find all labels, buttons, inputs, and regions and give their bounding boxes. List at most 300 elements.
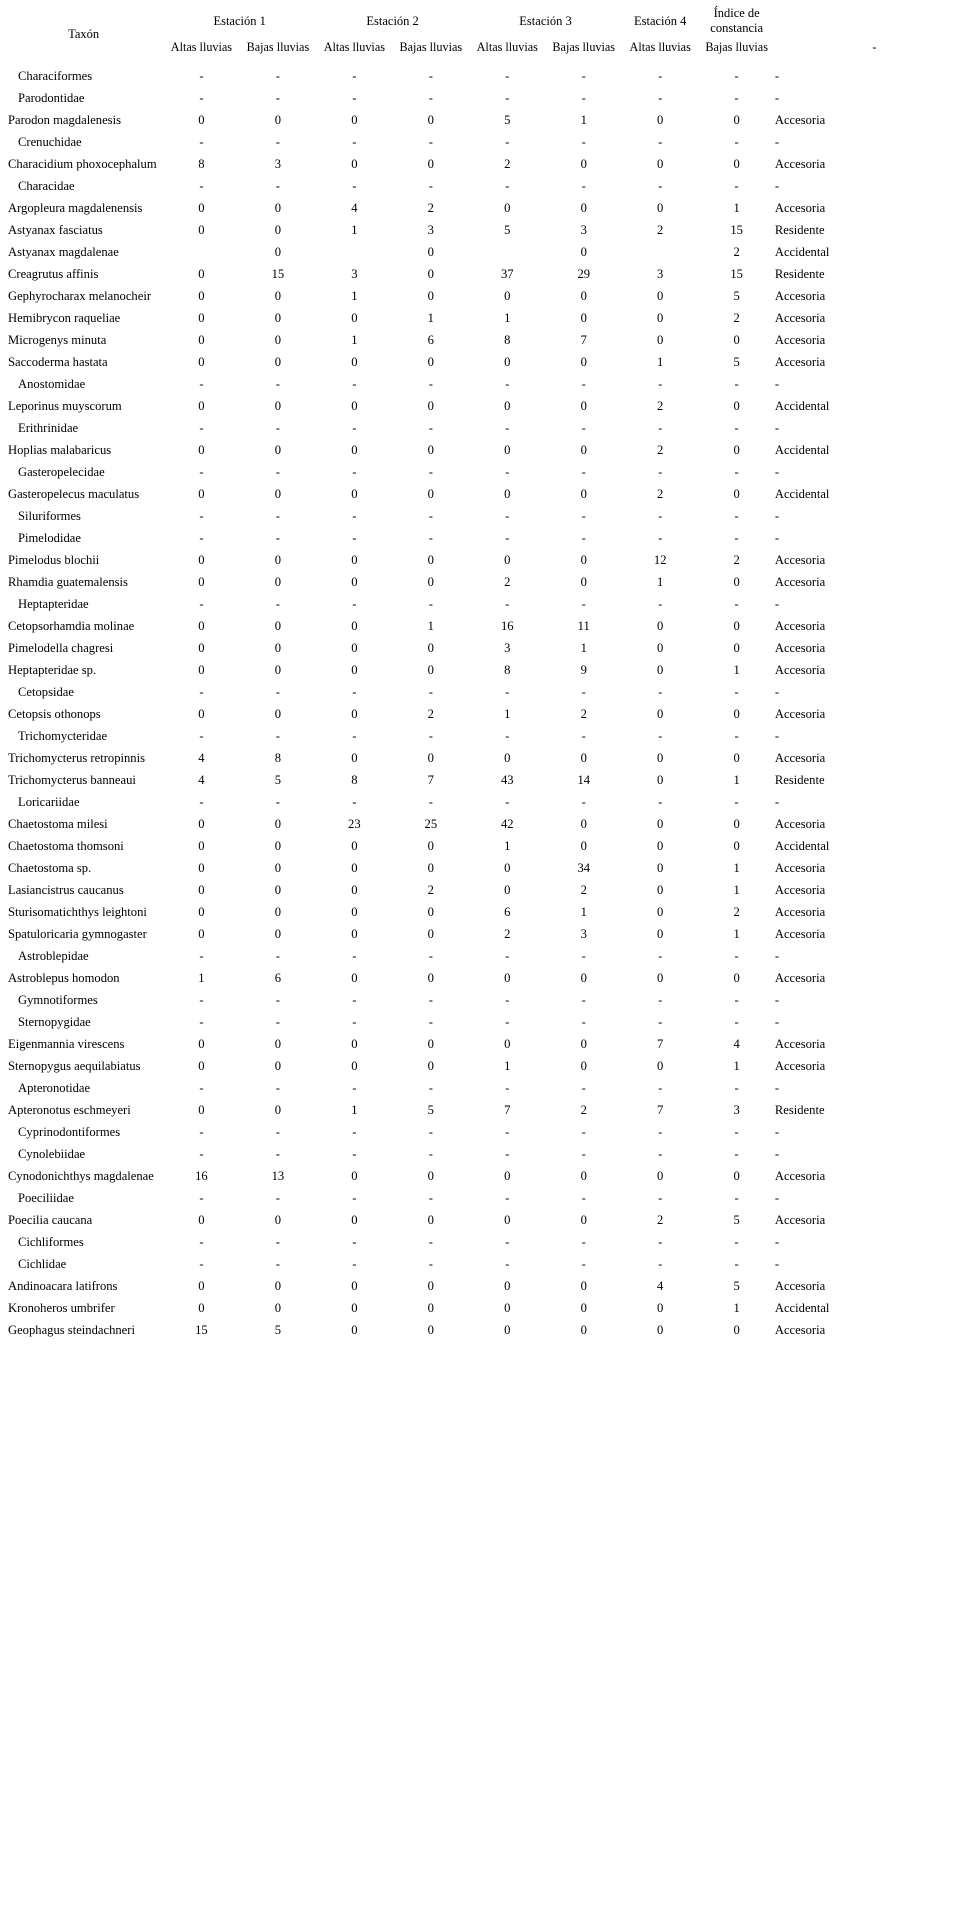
taxon-group-name: Trichomycteridae: [18, 728, 108, 743]
cell-value: -: [734, 1080, 739, 1095]
cell-value: 15: [195, 1322, 208, 1337]
cell-value: -: [199, 794, 204, 809]
constancy-index-value: Accesoria: [774, 970, 826, 985]
cell-value: 1: [657, 574, 664, 589]
table-row: [4, 879, 974, 901]
cell-value: 2: [657, 398, 664, 413]
cell-value: -: [428, 1124, 433, 1139]
cell-value: 0: [504, 442, 511, 457]
cell-value: 0: [198, 1212, 205, 1227]
taxon-group-name: Crenuchidae: [18, 134, 82, 149]
cell-value: 0: [657, 860, 664, 875]
cell-value: -: [428, 1014, 433, 1029]
cell-value: 0: [733, 816, 740, 831]
cell-value: 0: [657, 156, 664, 171]
cell-value: 1: [733, 1058, 740, 1073]
cell-value: 16: [195, 1168, 208, 1183]
cell-value: -: [734, 948, 739, 963]
cell-value: 0: [657, 970, 664, 985]
taxon-species-name: Chaetostoma thomsoni: [8, 838, 124, 853]
cell-value: [316, 241, 392, 263]
cell-value: 0: [198, 310, 205, 325]
cell-value: 0: [351, 310, 358, 325]
constancy-index-value: Accesoria: [774, 1322, 826, 1337]
cell-value: -: [275, 508, 280, 523]
cell-value: 2: [733, 310, 740, 325]
cell-value: 2: [657, 486, 664, 501]
cell-value: -: [352, 420, 357, 435]
cell-value: -: [658, 68, 663, 83]
cell-value: -: [658, 992, 663, 1007]
cell-value: -: [505, 68, 510, 83]
cell-value: 0: [274, 882, 282, 897]
taxon-abundance-table: [4, 6, 974, 1341]
subheader-est2-bajas: Bajas lluvias: [399, 40, 463, 54]
taxon-species-name: Astyanax fasciatus: [8, 222, 103, 237]
cell-value: 0: [657, 926, 664, 941]
cell-value: 1: [733, 772, 740, 787]
cell-value: -: [352, 178, 357, 193]
constancy-index-value: Accesoria: [774, 926, 826, 941]
constancy-index-value: -: [774, 1146, 780, 1161]
cell-value: 0: [351, 1058, 358, 1073]
taxon-group-name: Poeciliidae: [18, 1190, 74, 1205]
constancy-index-value: -: [774, 992, 780, 1007]
cell-value: 4: [351, 200, 358, 215]
cell-value: 0: [427, 244, 434, 259]
cell-value: 2: [580, 706, 587, 721]
constancy-index-value: Accidental: [774, 1300, 830, 1315]
constancy-index-value: -: [774, 508, 780, 523]
cell-value: -: [581, 178, 586, 193]
constancy-index-value: Accesoria: [774, 1168, 826, 1183]
table-row: [4, 1121, 974, 1143]
cell-value: -: [581, 90, 586, 105]
cell-value: -: [275, 134, 280, 149]
cell-value: -: [199, 1080, 204, 1095]
cell-value: -: [199, 948, 204, 963]
cell-value: 0: [657, 772, 664, 787]
table-row: [4, 505, 974, 527]
constancy-index-value: -: [774, 1014, 780, 1029]
table-row: [4, 901, 974, 923]
cell-value: 2: [580, 882, 587, 897]
cell-value: 25: [424, 816, 438, 831]
table-row: [4, 1319, 974, 1341]
cell-value: 0: [274, 200, 282, 215]
cell-value: 5: [504, 222, 511, 237]
cell-value: -: [658, 376, 663, 391]
cell-value: -: [581, 376, 586, 391]
cell-value: 5: [733, 354, 740, 369]
cell-value: 0: [351, 1212, 358, 1227]
cell-value: -: [352, 948, 357, 963]
cell-value: 5: [274, 1322, 282, 1337]
taxon-species-name: Sternopygus aequilabiatus: [8, 1058, 141, 1073]
cell-value: -: [352, 134, 357, 149]
cell-value: -: [352, 684, 357, 699]
cell-value: -: [581, 68, 586, 83]
cell-value: 0: [580, 1300, 587, 1315]
cell-value: 11: [577, 618, 590, 633]
cell-value: 0: [733, 442, 740, 457]
cell-value: 2: [504, 926, 511, 941]
cell-value: -: [275, 376, 280, 391]
cell-value: 0: [580, 816, 587, 831]
table-row: [4, 439, 974, 461]
cell-value: -: [581, 794, 586, 809]
cell-value: 5: [274, 772, 282, 787]
cell-value: 4: [657, 1278, 664, 1293]
cell-value: 0: [657, 332, 664, 347]
cell-value: -: [658, 1080, 663, 1095]
taxon-group-name: Pimelodidae: [18, 530, 81, 545]
cell-value: 0: [580, 244, 587, 259]
cell-value: -: [428, 684, 433, 699]
cell-value: -: [658, 1190, 663, 1205]
cell-value: -: [352, 464, 357, 479]
table-row: [4, 1055, 974, 1077]
cell-value: 0: [504, 1278, 511, 1293]
cell-value: 2: [427, 706, 434, 721]
cell-value: 0: [198, 926, 205, 941]
constancy-index-value: -: [774, 90, 780, 105]
table-row: [4, 813, 974, 835]
cell-value: 2: [427, 882, 434, 897]
cell-value: 0: [427, 266, 434, 281]
cell-value: -: [505, 376, 510, 391]
cell-value: -: [428, 948, 433, 963]
table-row: [4, 175, 974, 197]
cell-value: -: [275, 1234, 280, 1249]
cell-value: 0: [198, 904, 205, 919]
cell-value: -: [352, 596, 357, 611]
cell-value: 0: [733, 486, 740, 501]
cell-value: 0: [198, 860, 205, 875]
cell-value: -: [658, 1256, 663, 1271]
cell-value: -: [428, 420, 433, 435]
cell-value: -: [352, 508, 357, 523]
taxon-group-name: Loricariidae: [18, 794, 80, 809]
cell-value: 0: [733, 706, 740, 721]
table-row: [4, 1209, 974, 1231]
cell-value: 0: [274, 838, 282, 853]
cell-value: -: [581, 508, 586, 523]
cell-value: 0: [198, 1300, 205, 1315]
cell-value: 7: [657, 1102, 664, 1117]
table-row: [4, 153, 974, 175]
cell-value: -: [581, 530, 586, 545]
cell-value: -: [352, 1234, 357, 1249]
taxon-species-name: Trichomycterus retropinnis: [8, 750, 145, 765]
cell-value: 0: [274, 486, 282, 501]
constancy-index-value: Accesoria: [774, 1058, 826, 1073]
table-row: [4, 527, 974, 549]
cell-value: 0: [198, 398, 205, 413]
cell-value: -: [658, 728, 663, 743]
cell-value: -: [581, 1080, 586, 1095]
cell-value: -: [199, 684, 204, 699]
cell-value: -: [352, 530, 357, 545]
taxon-species-name: Argopleura magdalenensis: [8, 200, 143, 215]
subheader-est1-altas: Altas lluvias: [170, 40, 233, 54]
table-row: [4, 945, 974, 967]
constancy-index-value: -: [774, 1234, 780, 1249]
cell-value: [622, 241, 698, 263]
taxon-species-name: Spatuloricaria gymnogaster: [8, 926, 147, 941]
taxon-species-name: Astyanax magdalenae: [8, 244, 119, 259]
cell-value: 0: [198, 1278, 205, 1293]
cell-value: 0: [504, 1322, 511, 1337]
cell-value: 0: [504, 970, 511, 985]
cell-value: 0: [351, 860, 358, 875]
cell-value: 0: [427, 288, 434, 303]
constancy-index-header: Índice de constancia: [710, 6, 764, 35]
cell-value: 7: [504, 1102, 511, 1117]
cell-value: 3: [351, 266, 358, 281]
cell-value: -: [428, 68, 433, 83]
cell-value: 0: [580, 486, 587, 501]
cell-value: 0: [580, 1322, 587, 1337]
cell-value: -: [275, 992, 280, 1007]
cell-value: 3: [657, 266, 664, 281]
cell-value: 0: [427, 552, 434, 567]
taxon-species-name: Astroblepus homodon: [8, 970, 120, 985]
taxon-group-name: Cetopsidae: [18, 684, 74, 699]
cell-value: 0: [580, 970, 587, 985]
cell-value: 0: [580, 354, 587, 369]
cell-value: 1: [733, 200, 740, 215]
taxon-species-name: Heptapteridae sp.: [8, 662, 97, 677]
cell-value: -: [428, 508, 433, 523]
cell-value: 0: [657, 750, 664, 765]
cell-value: 0: [198, 882, 205, 897]
cell-value: 0: [198, 266, 205, 281]
cell-value: 0: [198, 222, 205, 237]
cell-value: 0: [351, 1300, 358, 1315]
cell-value: 15: [730, 222, 743, 237]
constancy-index-value: Accesoria: [774, 618, 826, 633]
cell-value: 0: [427, 112, 434, 127]
cell-value: 0: [733, 112, 740, 127]
cell-value: -: [199, 464, 204, 479]
taxon-species-name: Pimelodus blochii: [8, 552, 100, 567]
cell-value: 0: [351, 706, 358, 721]
cell-value: -: [428, 1190, 433, 1205]
constancy-index-value: Accesoria: [774, 1278, 826, 1293]
cell-value: 0: [198, 574, 205, 589]
cell-value: 0: [351, 354, 358, 369]
cell-value: 2: [657, 222, 664, 237]
cell-value: -: [352, 992, 357, 1007]
taxon-species-name: Hemibrycon raqueliae: [8, 310, 121, 325]
cell-value: 1: [733, 662, 740, 677]
cell-value: -: [734, 1234, 739, 1249]
table-row: [4, 1077, 974, 1099]
cell-value: 8: [504, 332, 511, 347]
table-row: [4, 395, 974, 417]
cell-value: 0: [427, 442, 434, 457]
cell-value: -: [199, 376, 204, 391]
table-row: [4, 1033, 974, 1055]
constancy-index-value: Accesoria: [774, 288, 826, 303]
cell-value: -: [505, 794, 510, 809]
cell-value: 0: [504, 1036, 511, 1051]
cell-value: -: [505, 596, 510, 611]
table-row: [4, 219, 974, 241]
taxon-species-name: Apteronotus eschmeyeri: [8, 1102, 131, 1117]
table-row: [4, 593, 974, 615]
cell-value: 0: [733, 618, 740, 633]
constancy-index-value: Accesoria: [774, 750, 826, 765]
cell-value: -: [199, 1190, 204, 1205]
cell-value: 6: [274, 970, 282, 985]
table-row: [4, 285, 974, 307]
cell-value: 5: [427, 1102, 434, 1117]
cell-value: 0: [351, 442, 358, 457]
cell-value: 0: [351, 156, 358, 171]
cell-value: -: [428, 376, 433, 391]
taxon-species-name: Poecilia caucana: [8, 1212, 93, 1227]
cell-value: -: [199, 134, 204, 149]
constancy-index-value: -: [774, 1080, 780, 1095]
cell-value: 0: [580, 398, 587, 413]
table-row: [4, 725, 974, 747]
constancy-index-value: Accesoria: [774, 200, 826, 215]
cell-value: -: [658, 530, 663, 545]
table-row: [4, 1011, 974, 1033]
cell-value: 0: [427, 970, 434, 985]
taxon-species-name: Rhamdia guatemalensis: [8, 574, 128, 589]
subheader-est4-bajas: Bajas lluvias: [705, 40, 768, 54]
taxon-species-name: Lasiancistrus caucanus: [8, 882, 124, 897]
cell-value: -: [275, 1080, 280, 1095]
cell-value: -: [581, 420, 586, 435]
cell-value: -: [199, 68, 204, 83]
cell-value: 0: [657, 310, 664, 325]
constancy-index-value: -: [774, 948, 780, 963]
cell-value: 15: [730, 266, 743, 281]
cell-value: -: [658, 684, 663, 699]
cell-value: [469, 241, 545, 263]
cell-value: 0: [657, 882, 664, 897]
constancy-index-value: -: [774, 134, 780, 149]
taxon-species-name: Gephyrocharax melanocheir: [8, 288, 152, 303]
cell-value: 0: [657, 1300, 664, 1315]
subheader-est1-bajas: Bajas lluvias: [246, 40, 310, 54]
constancy-index-value: Accidental: [774, 398, 830, 413]
cell-value: 0: [351, 926, 358, 941]
table-row: [4, 483, 974, 505]
cell-value: -: [734, 90, 739, 105]
taxon-species-name: Hoplias malabaricus: [8, 442, 112, 457]
constancy-index-value: Accidental: [774, 244, 830, 259]
cell-value: 0: [427, 1168, 434, 1183]
cell-value: 0: [274, 816, 282, 831]
cell-value: -: [275, 1014, 280, 1029]
cell-value: 0: [504, 486, 511, 501]
cell-value: 0: [580, 1278, 587, 1293]
cell-value: 0: [657, 904, 664, 919]
taxon-species-name: Characidium phoxocephalum: [8, 156, 157, 171]
constancy-index-value: Accesoria: [774, 1036, 826, 1051]
subheader-est3-altas: Altas lluvias: [476, 40, 538, 54]
cell-value: 0: [198, 1058, 205, 1073]
cell-value: -: [199, 420, 204, 435]
cell-value: 0: [504, 882, 511, 897]
cell-value: 0: [657, 816, 664, 831]
cell-value: 1: [504, 706, 511, 721]
cell-value: 0: [274, 926, 282, 941]
cell-value: -: [658, 596, 663, 611]
cell-value: 0: [427, 1058, 434, 1073]
cell-value: -: [428, 464, 433, 479]
cell-value: -: [734, 728, 739, 743]
cell-value: -: [352, 68, 357, 83]
cell-value: 0: [274, 398, 282, 413]
cell-value: -: [505, 464, 510, 479]
table-row: [4, 615, 974, 637]
cell-value: -: [505, 948, 510, 963]
cell-value: -: [505, 134, 510, 149]
cell-value: 0: [580, 1168, 587, 1183]
cell-value: 29: [577, 266, 591, 281]
cell-value: -: [275, 596, 280, 611]
cell-value: 5: [504, 112, 511, 127]
table-header: [4, 6, 974, 65]
table-row: [4, 681, 974, 703]
taxon-species-name: Creagrutus affinis: [8, 266, 99, 281]
cell-value: -: [428, 530, 433, 545]
cell-value: 0: [657, 1168, 664, 1183]
cell-value: -: [658, 134, 663, 149]
cell-value: 4: [733, 1036, 740, 1051]
table-row: [4, 1231, 974, 1253]
cell-value: -: [428, 794, 433, 809]
cell-value: -: [199, 508, 204, 523]
constancy-index-value: Accesoria: [774, 112, 826, 127]
cell-value: 0: [274, 662, 282, 677]
cell-value: -: [352, 1124, 357, 1139]
table-row: [4, 1297, 974, 1319]
cell-value: 9: [580, 662, 587, 677]
cell-value: 0: [504, 552, 511, 567]
cell-value: 0: [351, 904, 358, 919]
cell-value: 0: [274, 552, 282, 567]
cell-value: -: [734, 530, 739, 545]
cell-value: 0: [274, 904, 282, 919]
cell-value: 5: [733, 1278, 740, 1293]
cell-value: 0: [274, 1102, 282, 1117]
cell-value: -: [581, 1190, 586, 1205]
table-row: [4, 87, 974, 109]
cell-value: -: [275, 68, 280, 83]
cell-value: 3: [733, 1102, 740, 1117]
cell-value: 0: [733, 1168, 740, 1183]
cell-value: 2: [733, 904, 740, 919]
constancy-index-value: -: [774, 1124, 780, 1139]
cell-value: 0: [504, 288, 511, 303]
table-row: [4, 637, 974, 659]
cell-value: 0: [733, 640, 740, 655]
cell-value: 1: [427, 618, 434, 633]
subheader-est4-altas: Altas lluvias: [629, 40, 691, 54]
taxon-species-name: Chaetostoma sp.: [8, 860, 92, 875]
constancy-index-value: -: [774, 684, 780, 699]
constancy-index-value: Accesoria: [774, 640, 826, 655]
cell-value: 0: [198, 332, 205, 347]
constancy-index-value: -: [774, 596, 780, 611]
